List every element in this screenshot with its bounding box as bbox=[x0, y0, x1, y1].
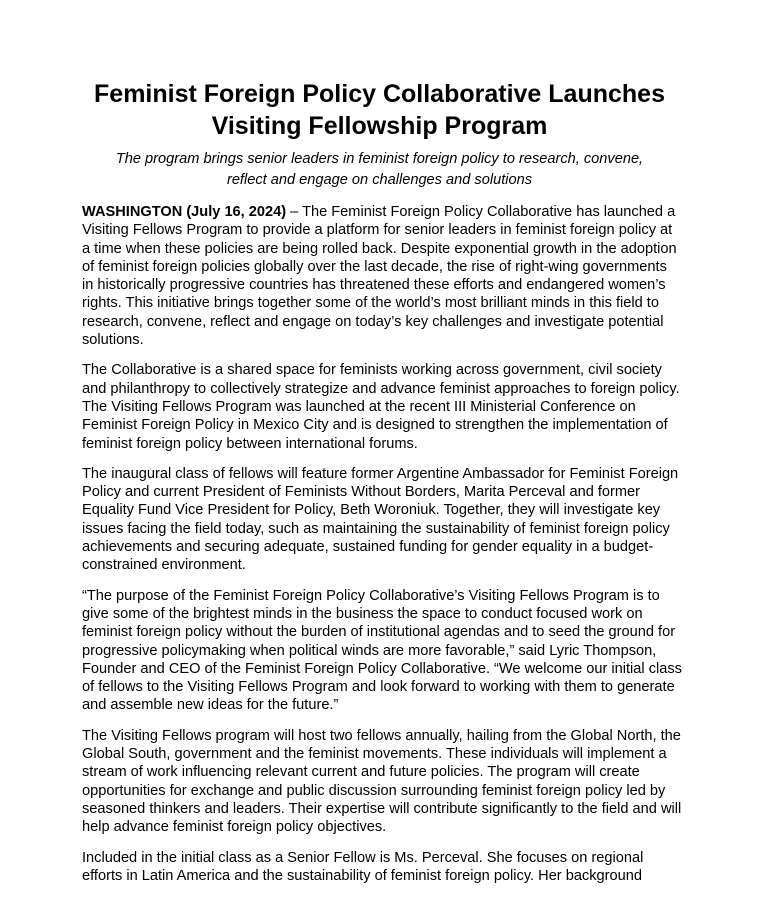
paragraph-6: Included in the initial class as a Senior Fellow is Ms. Perceval. She focuses on regional efforts in Latin America and the sustainability of feminist foreign policy. Her background bbox=[82, 849, 644, 884]
paragraph-3: The inaugural class of fellows will feature former Argentine Ambassador for Feminist Foreign Policy and current President of Feminists Without Borders, Marita Perceval and former Equality Fund Vice President for Policy, Beth Woroniuk. Together, they will investigate key issues facing the field today, such as maintaining the sustainability of feminist foreign policy achievements and securing adequate, sustained funding for gender equality in a budget-constrained environment. bbox=[82, 465, 679, 574]
title-line-2: Visiting Fellowship Program bbox=[211, 112, 548, 140]
dateline: WASHINGTON (July 16, 2024) bbox=[82, 204, 287, 220]
paragraph-1 bbox=[82, 203, 682, 349]
paragraph-1-text: – The Feminist Foreign Policy Collaborative has launched a Visiting Fellows Program to provide a platform for senior leaders in feminist foreign policy at a time when these policies are being rolled back. Despite exponential growth in the adoption of feminist foreign policies globally over the last decade, the rise of right-wing governments in historically progressive countries has threatened these efforts and endangered women’s rights. This initiative brings together some of the world’s most brilliant minds in this field to research, convene, reflect and engage on today’s key challenges and investigate potential solutions. bbox=[82, 204, 677, 349]
title-line-1: Feminist Foreign Policy Collaborative Launches bbox=[94, 80, 665, 108]
paragraph-5: The Visiting Fellows program will host two fellows annually, hailing from the Global North, the Global South, government and the feminist movements. These individuals will implement a stream of work influencing relevant current and future policies. The program will create opportunities for exchange and public discussion surrounding feminist foreign policy led by seasoned thinkers and leaders. Their expertise will contribute significantly to the field and will help advance feminist foreign policy objectives. bbox=[82, 727, 682, 836]
press-release-title bbox=[40, 78, 719, 142]
subtitle-line-2: reflect and engage on challenges and solutions bbox=[226, 172, 533, 188]
press-release-body bbox=[82, 203, 682, 897]
paragraph-4: “The purpose of the Feminist Foreign Policy Collaborative’s Visiting Fellows Program is to give some of the brightest minds in the business the space to conduct focused work on feminist foreign policy without the burden of institutional agendas and to seed the ground for progressive policymaking when political winds are more favorable,” said Lyric Thompson, Founder and CEO of the Feminist Foreign Policy Collaborative. “We welcome our initial class of fellows to the Visiting Fellows Program and look forward to working with them to generate and assemble new ideas for the future.” bbox=[82, 587, 682, 714]
paragraph-2: The Collaborative is a shared space for feminists working across government, civil society and philanthropy to collectively strategize and advance feminist approaches to foreign policy. The Visiting Fellows Program was launched at the recent III Ministerial Conference on Feminist Foreign Policy in Mexico City and is designed to strengthen the implementation of feminist foreign policy between international forums. bbox=[82, 362, 680, 452]
press-release-subtitle bbox=[60, 149, 699, 191]
subtitle-line-1: The program brings senior leaders in feminist foreign policy to research, convene, bbox=[115, 151, 644, 167]
